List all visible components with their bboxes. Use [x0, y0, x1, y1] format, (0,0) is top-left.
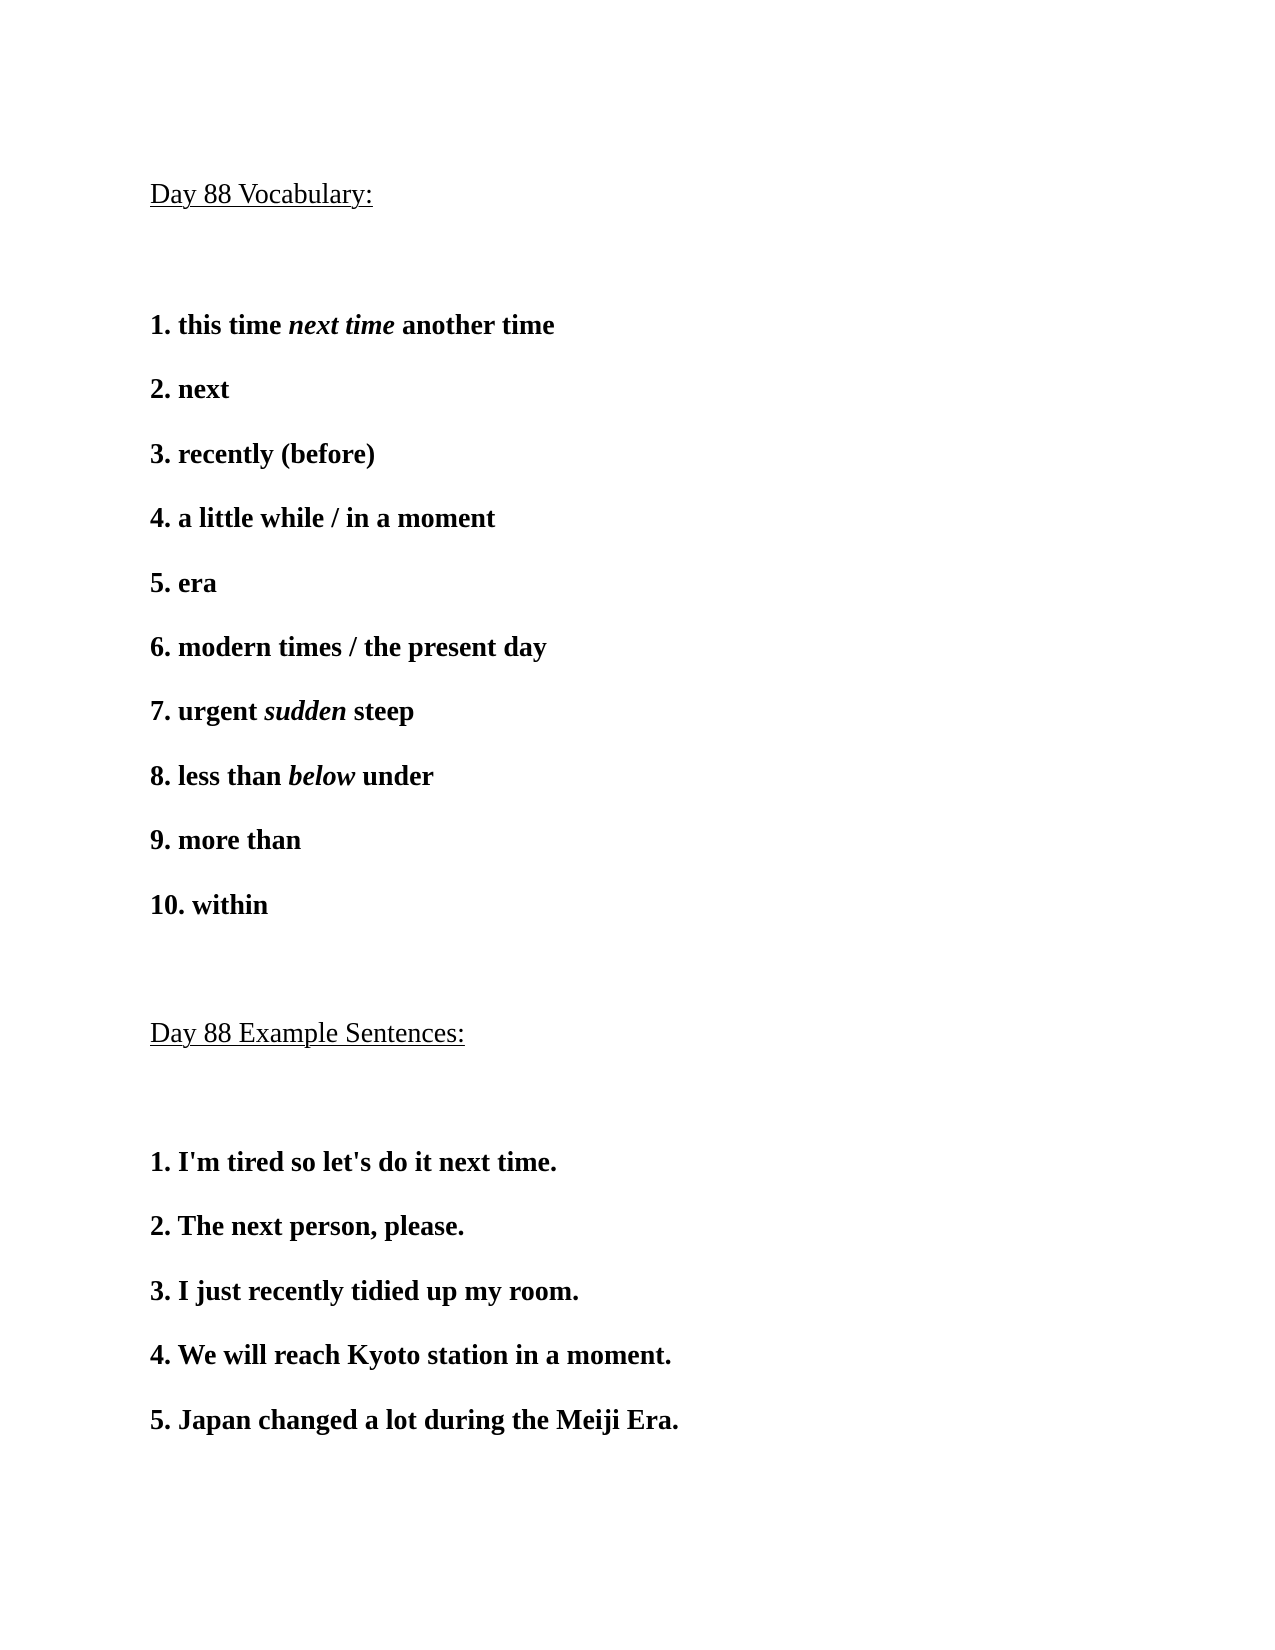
item-text: next	[178, 374, 230, 406]
example-sentences-list	[150, 1131, 679, 1453]
item-text-italic: next time	[288, 310, 395, 341]
example-sentence	[150, 1260, 679, 1324]
item-number: 5.	[150, 567, 171, 599]
item-text: modern times / the present day	[178, 631, 547, 663]
vocabulary-item	[150, 616, 555, 680]
example-sentence	[150, 1389, 679, 1453]
vocabulary-item	[150, 874, 555, 938]
item-text: a little while / in a moment	[178, 503, 496, 535]
item-number: 9.	[150, 825, 171, 857]
item-text: era	[178, 567, 217, 599]
item-number: 2.	[150, 1211, 171, 1243]
item-text: I'm tired so let's do it next time.	[178, 1147, 557, 1178]
item-text: We will reach Kyoto station in a moment.	[177, 1340, 672, 1372]
item-number: 5.	[150, 1404, 171, 1436]
vocabulary-item	[150, 423, 555, 487]
item-number: 7.	[150, 696, 171, 728]
vocabulary-list	[150, 294, 555, 938]
item-number: 1.	[150, 310, 171, 341]
item-text: I just recently tidied up my room.	[178, 1275, 580, 1307]
item-number: 6.	[150, 631, 171, 663]
item-text: less than	[178, 760, 289, 792]
item-number: 1.	[150, 1147, 171, 1178]
vocabulary-item	[150, 487, 555, 551]
item-text: within	[192, 889, 269, 921]
item-text-italic: below	[288, 760, 356, 792]
item-number: 3.	[150, 1275, 171, 1307]
example-sentence	[150, 1195, 679, 1259]
item-number: 2.	[150, 374, 171, 406]
item-text: urgent	[178, 696, 265, 728]
example-sentence	[150, 1131, 679, 1195]
item-text: under	[355, 760, 434, 792]
item-text: this time	[178, 310, 289, 341]
item-number: 8.	[150, 760, 171, 792]
item-number: 4.	[150, 503, 171, 535]
example-sentence	[150, 1324, 679, 1388]
item-text: more than	[178, 825, 302, 857]
vocabulary-item	[150, 745, 555, 809]
example-sentences-heading: Day 88 Example Sentences:	[150, 1018, 465, 1049]
item-text: steep	[346, 696, 415, 728]
vocabulary-item	[150, 552, 555, 616]
item-text: another time	[394, 310, 555, 341]
item-text: The next person, please.	[177, 1211, 465, 1243]
item-text: Japan changed a lot during the Meiji Era.	[178, 1404, 679, 1436]
vocabulary-item	[150, 680, 555, 744]
item-number: 3.	[150, 438, 171, 470]
item-text-italic: sudden	[264, 696, 347, 728]
item-number: 10.	[150, 889, 185, 921]
vocabulary-item	[150, 294, 555, 358]
vocabulary-item	[150, 358, 555, 422]
item-text: recently (before)	[178, 438, 376, 470]
item-number: 4.	[150, 1340, 171, 1372]
vocabulary-item	[150, 809, 555, 873]
vocabulary-heading: Day 88 Vocabulary:	[150, 179, 373, 210]
